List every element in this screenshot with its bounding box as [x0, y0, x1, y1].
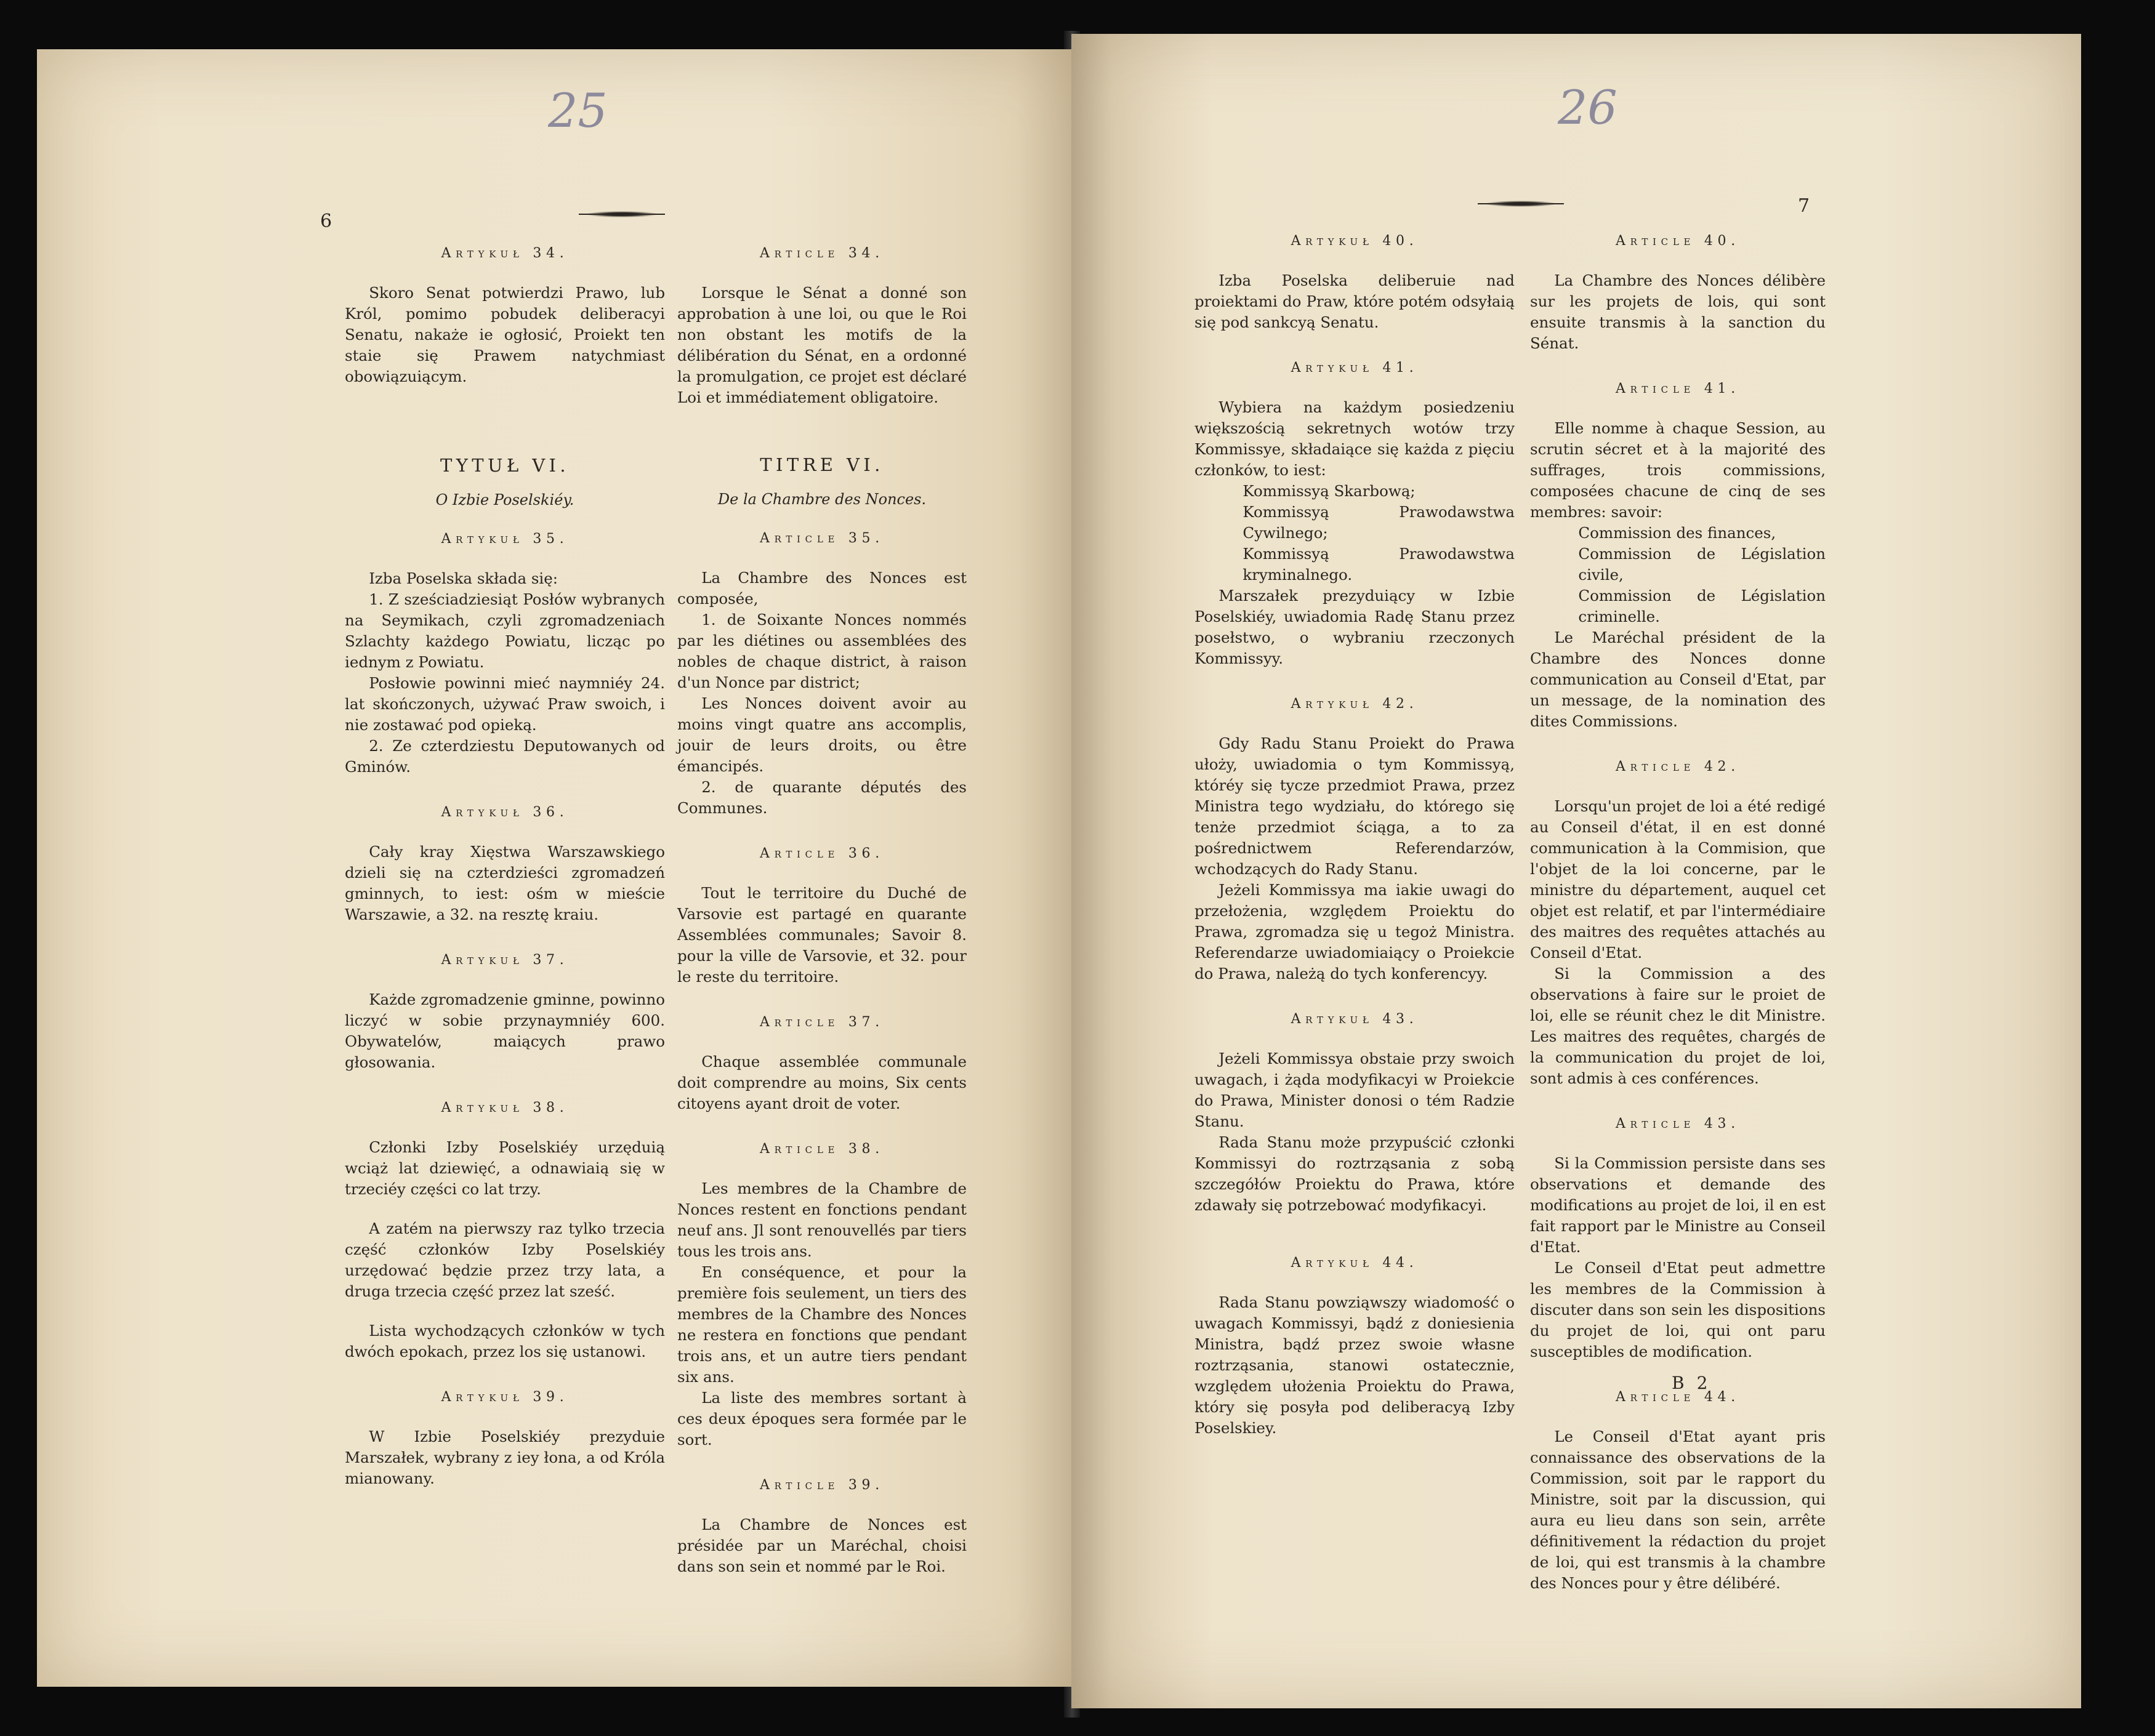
title-subtitle: De la Chambre des Nonces. [717, 491, 927, 508]
article-text: A zatém na pierwszy raz tylko trzecia część członków Izby Poselskiéy urzędować będzie przez trzy lata, a druga trzecia część przez lat sześć. [345, 1220, 665, 1300]
article-text: Izba Poselska deliberuie nad proiektami do Praw, które potém odsyłaią się pod sankcyą Senatu. [1194, 271, 1515, 331]
title-heading: TITRE VI. [760, 454, 884, 475]
article-text: Les membres de la Chambre de Nonces restent en fonctions pendant neuf ans. Jl sont renouvellés par tiers tous les trois ans. [677, 1179, 967, 1260]
article-heading: Article 42. [1616, 759, 1740, 774]
article-heading: Article 38. [760, 1141, 884, 1157]
article-heading: Artykuł 43. [1291, 1011, 1419, 1027]
article-text: Jeżeli Kommissya obstaie przy swoich uwagach, i żąda modyfikacyi w Proiekcie do Prawa, Minister donosi o tém Radzie Stanu. [1194, 1050, 1515, 1130]
article-heading: Artykuł 38. [441, 1100, 569, 1115]
article-heading: Artykuł 39. [441, 1389, 569, 1405]
list-item: Kommissyą Prawodawstwa Cywilnego; [1243, 503, 1515, 542]
article-heading: Article 41. [1616, 381, 1740, 396]
page-number: 7 [1798, 195, 1810, 217]
handwritten-folio-number: 25 [548, 83, 608, 138]
article-text: Si la Commission persiste dans ses observations et demande des modifications au projet de loi, il en est fait rapport par le Ministre au Conseil d'Etat. [1530, 1154, 1826, 1256]
article-text: Elle nomme à chaque Session, au scrutin sécret et à la majorité des suffrages, trois commissions, composées chacune de cinq de ses membres: savoir: [1530, 419, 1826, 521]
signature-mark: B 2 [1672, 1373, 1712, 1393]
article-heading: Article 34. [760, 246, 884, 261]
article-text: Le Conseil d'Etat ayant pris connaissance des observations de la Commission, soit par le rapport du Ministre, soit par la discussion, qui aura eu lieu dans son sein, arrête définitivement la rédaction du projet de loi, qui est transmis à la chambre des Nonces pour y être délibéré. [1530, 1428, 1826, 1592]
article-text: Lorsque le Sénat a donné son approbation à une loi, ou que le Roi non obstant les motifs de la délibération du Sénat, en a ordonné la promulgation, ce projet est déclaré Loi et immédiatement obligatoire. [677, 284, 967, 406]
article-heading: Article 36. [760, 846, 884, 861]
article-heading: Artykuł 42. [1291, 696, 1419, 712]
article-text: Le Conseil d'Etat peut admettre les membres de la Commission à discuter dans son sein les dispositions du projet de loi, qui ont paru susceptibles de modification. [1530, 1259, 1826, 1360]
article-heading: Artykuł 34. [441, 246, 569, 261]
article-text: Si la Commission a des observations à faire sur le proiet de loi, elle se réunit chez le dit Ministre. Les maitres des requêtes, chargés de la communication du projet de loi, sont admis à ces conférences. [1530, 965, 1826, 1087]
list-item: Commission de Législation civile, [1578, 545, 1826, 584]
article-heading: Article 35. [760, 531, 884, 546]
article-heading: Article 39. [760, 1477, 884, 1493]
left-page [37, 49, 1078, 1687]
polish-column-right [1194, 231, 1515, 1439]
article-text: Marszałek prezyduiący w Izbie Poselskiéy, uwiadomia Radę Stanu przez posełstwo, o wybraniu rzeczonych Kommissyy. [1194, 587, 1515, 667]
article-text: Tout le territoire du Duché de Varsovie est partagé en quarante Assemblées communales; Savoir 8. pour la ville de Varsovie, et 32. pour le reste du territoire. [677, 884, 967, 986]
article-text: 2. de quarante députés des Communes. [677, 778, 967, 817]
article-text: Członki Izby Poselskiéy urzęduią wciąż lat dziewięć, a odnawiaią się w trzeciéy części co lat trzy. [345, 1138, 665, 1198]
article-text: En conséquence, et pour la première fois seulement, un tiers des membres de la Chambre des Nonces ne restera en fonctions que pendant trois ans, et un autre tiers pendant six ans. [677, 1263, 967, 1386]
article-heading: Article 37. [760, 1015, 884, 1030]
header-ornament [1478, 200, 1564, 207]
article-heading: Artykuł 44. [1291, 1255, 1419, 1271]
article-text: Izba Poselska składa się: [369, 569, 558, 587]
article-heading: Article 44. [1616, 1389, 1740, 1405]
handwritten-folio-number: 26 [1558, 80, 1617, 135]
article-text: Każde zgromadzenie gminne, powinno liczyć w sobie przynaymniéy 600. Obywatelów, maiących prawo głosowania. [345, 991, 665, 1071]
article-text: Chaque assemblée communale doit comprendre au moins, Six cents citoyens ayant droit de voter. [677, 1053, 967, 1112]
title-subtitle: O Izbie Poselskiéy. [435, 491, 574, 508]
article-heading: Artykuł 35. [441, 531, 569, 547]
right-page [1071, 34, 2081, 1708]
page-number: 6 [320, 211, 332, 232]
article-heading: Article 40. [1616, 233, 1740, 249]
article-heading: Artykuł 37. [441, 952, 569, 968]
list-item: Kommissyą Skarbową; [1243, 482, 1416, 500]
article-heading: Artykuł 40. [1291, 233, 1419, 249]
article-heading: Article 43. [1616, 1116, 1740, 1131]
header-ornament [579, 211, 665, 218]
article-text: 1. de Soixante Nonces nommés par les diétines ou assemblées des nobles de chaque district, à raison d'un Nonce par district; [677, 611, 967, 691]
article-text: Lorsqu'un projet de loi a été redigé au Conseil d'état, il en est donné communication à la Commision, que l'objet de la loi concerne, par le ministre du département, auquel cet objet est relatif, et par l'intermédiaire des maitres des requêtes attachés au Conseil d'Etat. [1530, 797, 1826, 962]
title-heading: TYTUŁ VI. [440, 455, 570, 476]
article-heading: Artykuł 41. [1291, 360, 1419, 376]
article-text: Gdy Radu Stanu Proiekt do Prawa ułoży, uwiadomia o tym Kommissyą, któréy się tycze przedmiot Prawa, przez Ministra tego wydziału, do którego się tenże przedmiot ściąga, a to za pośrednictwem Referendarzów, wchodzących do Rady Stanu. [1194, 734, 1515, 878]
article-text: La liste des membres sortant à ces deux époques sera formée par le sort. [677, 1389, 967, 1449]
list-item: Commission de Législation criminelle. [1578, 587, 1826, 625]
article-text: Les Nonces doivent avoir au moins vingt quatre ans accomplis, jouir de leurs droits, ou être émancipés. [677, 694, 967, 775]
article-text: La Chambre des Nonces est composée, [677, 569, 967, 608]
article-text: Rada Stanu powziąwszy wiadomość o uwagach Kommissyi, bądź z doniesienia Ministra, bądź przez swoie własne roztrząsania, stanowi ostatecznie, względem ułożenia Proiektu do Prawa, który się posyła pod deliberacyą Izby Poselskiey. [1194, 1293, 1515, 1437]
article-heading: Artykuł 36. [441, 805, 569, 820]
article-text: Wybiera na każdym posiedzeniu większością sekretnych wotów trzy Kommissye, składaiące się każda z pięciu członków, to iest: [1194, 398, 1515, 479]
article-text: Skoro Senat potwierdzi Prawo, lub Król, pomimo pobudek deliberacyi Senatu, nakaże ie ogłosić, Proiekt ten staie się Prawem natychmiast obowiązuiącym. [345, 284, 665, 385]
article-text: Rada Stanu może przypuścić członki Kommissyi do roztrząsania z sobą szczegółów Proiektu do Prawa, które zdawały się potrzebować modyfikacyi. [1194, 1133, 1515, 1214]
article-text: 1. Z sześciadziesiąt Posłów wybranych na Seymikach, czyli zgromadzeniach Szlachty każdego Powiatu, licząc po iednym z Powiatu. [345, 590, 665, 671]
article-text: 2. Ze czterdziestu Deputowanych od Gminów. [345, 737, 665, 776]
article-text: Posłowie powinni mieć naymniéy 24. lat skończonych, używać Praw swoich, i nie zostawać pod opieką. [345, 674, 665, 734]
polish-column-left [345, 243, 665, 1489]
article-text: La Chambre de Nonces est présidée par un Maréchal, choisi dans son sein et nommé par le Roi. [677, 1516, 967, 1575]
article-text: La Chambre des Nonces délibère sur les projets de lois, qui sont ensuite transmis à la sanction du Sénat. [1530, 271, 1826, 352]
list-item: Kommissyą Prawodawstwa kryminalnego. [1243, 545, 1515, 584]
list-item: Commission des finances, [1578, 524, 1776, 542]
article-text: Jeżeli Kommissya ma iakie uwagi do przełożenia, względem Proiektu do Prawa, zgromadza się u tegoż Ministra. Referendarze uwiadomiaiący o Proiekcie do Prawa, należą do tych konferencyy. [1194, 881, 1515, 983]
article-text: W Izbie Poselskiéy prezyduie Marszałek, wybrany z iey łona, a od Króla mianowany. [345, 1428, 665, 1487]
article-text: Le Maréchal président de la Chambre des Nonces donne communication au Conseil d'Etat, par un message, de la nomination des dites Commissions. [1530, 629, 1826, 730]
article-text: Cały kray Xięstwa Warszawskiego dzieli się na czterdzieści zgromadzeń gminnych, to iest: ośm w mieście Warszawie, a 32. na resztę kraiu. [345, 843, 665, 923]
french-column-left [677, 243, 967, 1577]
article-text: Lista wychodzących członków w tych dwóch epokach, przez los się ustanowi. [345, 1322, 665, 1360]
